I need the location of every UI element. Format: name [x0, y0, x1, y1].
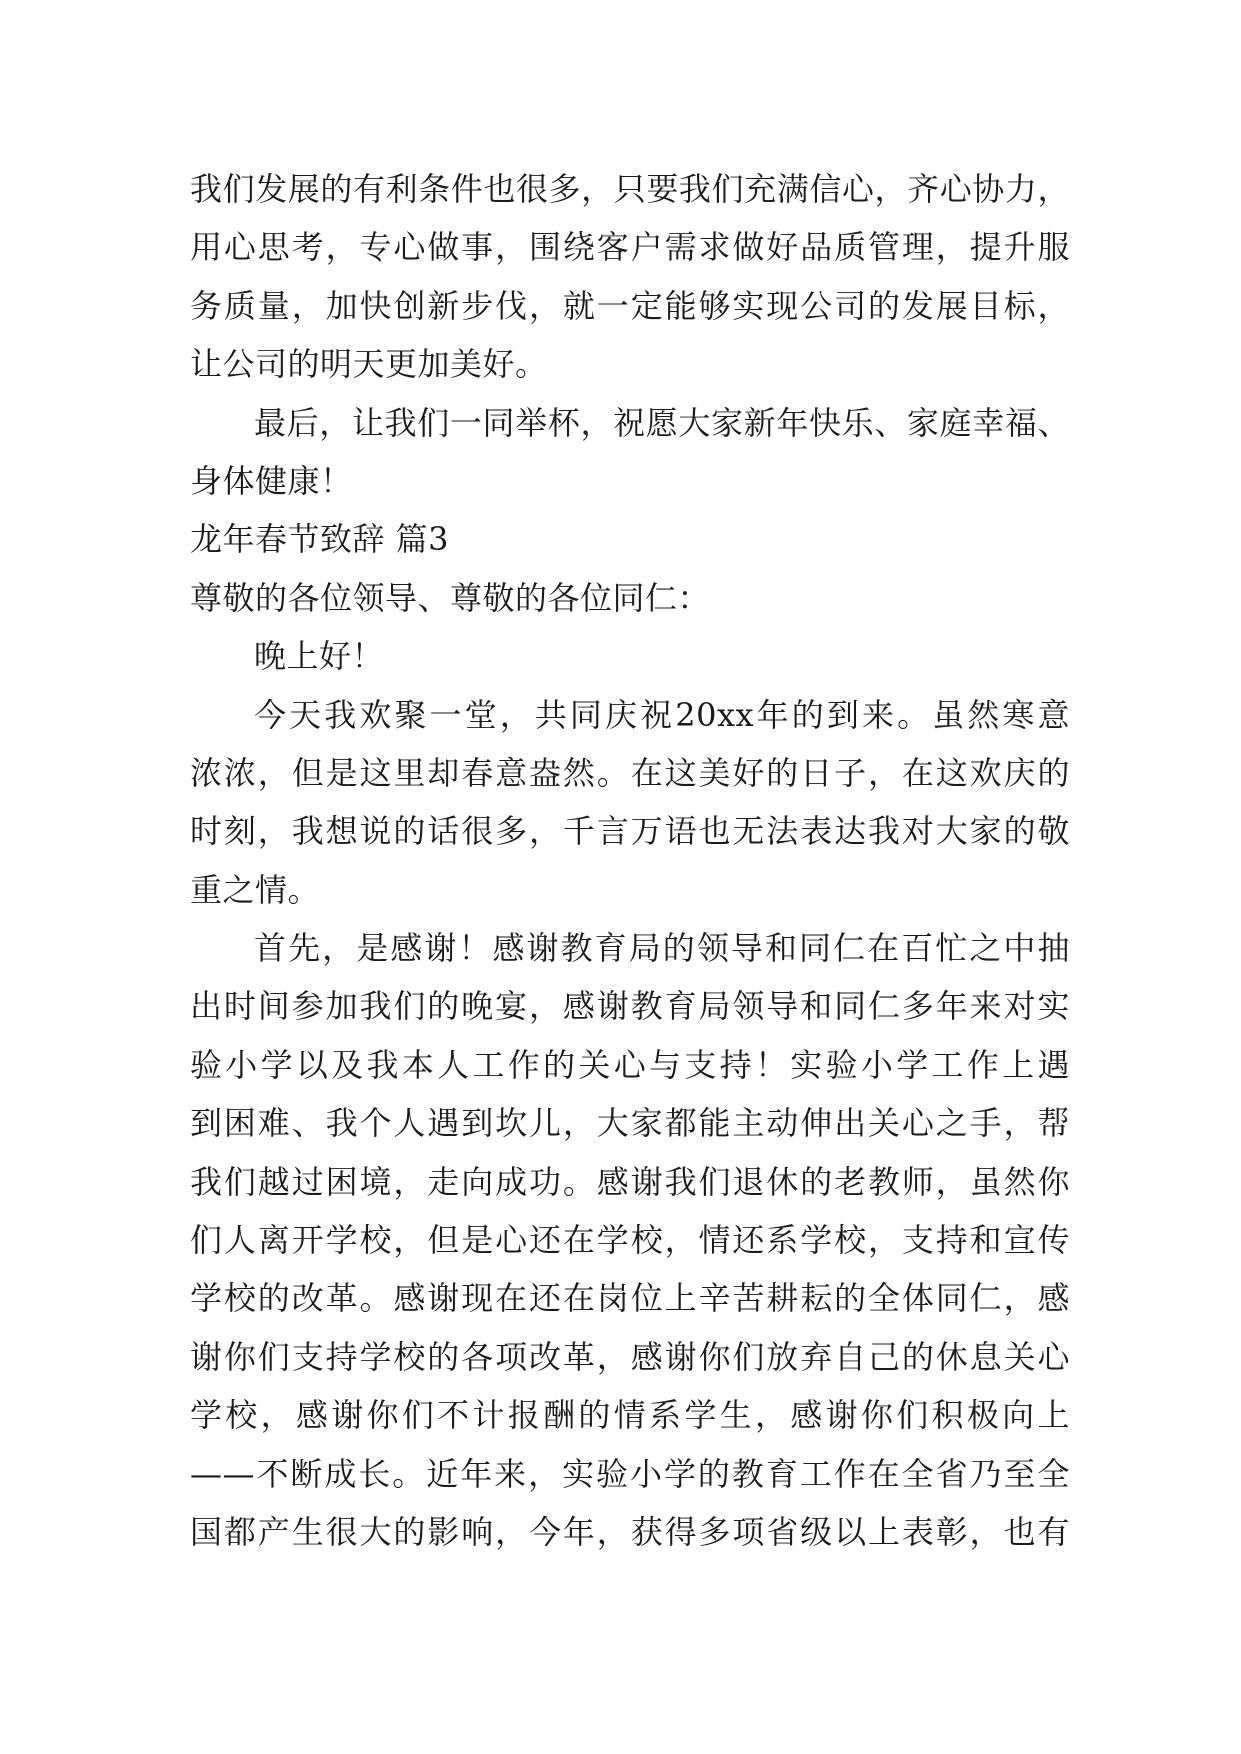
text-line-11: 浓浓，但是这里却春意盎然。在这美好的日子，在这欢庆的: [190, 753, 1070, 792]
text-line-21: 谢你们支持学校的各项改革，感谢你们放弃自己的休息关心: [190, 1337, 1070, 1376]
text-line-22: 学校，感谢你们不计报酬的情系学生，感谢你们积极向上: [190, 1396, 1070, 1435]
text-line-18: 我们越过困境，走向成功。感谢我们退休的老教师，虽然你: [190, 1162, 1070, 1201]
salutation: 尊敬的各位领导、尊敬的各位同仁：: [190, 578, 711, 617]
greeting: 晚上好！: [254, 637, 385, 676]
text-line-14: 首先，是感谢！感谢教育局的领导和同仁在百忙之中抽: [254, 929, 1070, 968]
text-line-13: 重之情。: [190, 870, 321, 909]
text-line-16: 验小学以及我本人工作的关心与支持！实验小学工作上遇: [190, 1045, 1070, 1084]
text-line-2: 用心思考，专心做事，围绕客户需求做好品质管理，提升服: [190, 228, 1070, 267]
text-line-20: 学校的改革。感谢现在还在岗位上辛苦耕耘的全体同仁，感: [190, 1279, 1070, 1318]
text-line-17: 到困难、我个人遇到坎儿，大家都能主动伸出关心之手，帮: [190, 1104, 1070, 1143]
text-line-24: 国都产生很大的影响，今年，获得多项省级以上表彰，也有: [190, 1512, 1070, 1551]
text-line-10: 今天我欢聚一堂，共同庆祝20xx年的到来。虽然寒意: [254, 695, 1070, 734]
text-line-4: 让公司的明天更加美好。: [190, 345, 548, 384]
text-line-3: 务质量，加快创新步伐，就一定能够实现公司的发展目标，: [190, 286, 1070, 325]
section-heading: 龙年春节致辞 篇3: [190, 520, 450, 559]
text-line-15: 出时间参加我们的晚宴，感谢教育局领导和同仁多年来对实: [190, 987, 1070, 1026]
text-line-12: 时刻，我想说的话很多，千言万语也无法表达我对大家的敬: [190, 812, 1070, 851]
text-line-19: 们人离开学校，但是心还在学校，情还系学校，支持和宣传: [190, 1221, 1070, 1260]
text-line-5: 最后，让我们一同举杯，祝愿大家新年快乐、家庭幸福、: [254, 403, 1070, 442]
document-body: [190, 160, 1070, 1561]
text-line-1: 我们发展的有利条件也很多，只要我们充满信心，齐心协力，: [190, 170, 1070, 208]
text-line-6: 身体健康！: [190, 461, 353, 500]
text-line-23: ——不断成长。近年来，实验小学的教育工作在全省乃至全: [190, 1454, 1070, 1493]
